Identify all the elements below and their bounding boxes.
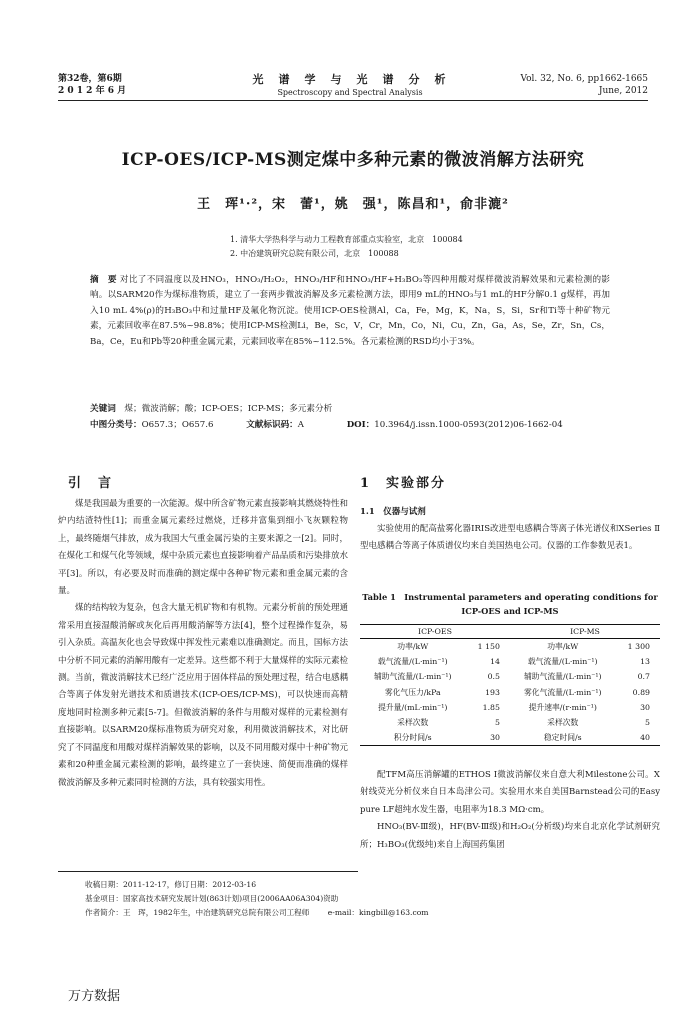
watermark: 万方数据 <box>68 989 121 1004</box>
subsection-instruments: 1.1 仪器与试剂 <box>360 507 426 517</box>
intro-paragraph: 煤的结构较为复杂，包含大量无机矿物和有机物。元素分析前的预处理通常采用直接湿酸消解或灰化后再用酸消解等方法[4]，整个过程操作复杂，易引入杂质。高温灰化也会导致煤中挥发性元素难以准确测定。而且，国标方法中分析不同元素的消解用酸有一定差异。这些都不利于大量煤样的实际元素检测。当前，微波消解技术已经广泛应用于固体样品的预处理过程，结合电感耦合等离子体发射光谱技术和质谱技术(ICP-OES/ICP-MS)，可以快速而高精度地同时检测多种元素[5-7]。但微波消解的条件与用酸对煤样的元素检测有直接影响。以SARM20煤标准物质为研究对象，利用微波消解技术，对比研究了不同温度和用酸对煤样消解效果的影响，以及不同用酸对煤中十种矿物元素和20种重金属元素检测的影响，最终建立了一套快速、简便而准确的煤样微波消解及多种元素同时检测的方法，具有较强实用性。 <box>58 603 348 788</box>
abstract-text: 对比了不同温度以及HNO₃，HNO₃/H₂O₂，HNO₃/HF和HNO₃/HF+H₃BO₃等四种用酸对煤样微波消解效果和元素检测的影响。以SARM20作为煤标准物质，建立了一套两步微波消解及多元素检测方法，即用9 mL的HNO₃与1 mL的HF分解0.1 g煤样，再加入10 mL 4%(ρ)的H₃BO₃中和过量HF及氟化物沉淀。使用ICP-OES检测Al，Ca，Fe，Mg，K，Na，S，Si，Sr和Ti等十种矿物元素，元素回收率在87.5%~98.8%；使用ICP-MS检测Li，Be，Sc，V，Cr，Mn，Co，Ni，Cu，Zn，Ga，As，Se，Zr，Sn，Cs，Ba，Ce，Eu和Pb等20种重金属元素，元素回收率在85%~112.5%。各元素检测的RSD均小于3%。 <box>90 275 610 347</box>
header-volume-en: Vol. 32, No. 6, pp1662-1665 June, 2012 <box>520 74 648 96</box>
affiliation-2: 2. 中冶建筑研究总院有限公司，北京 100088 <box>230 249 399 258</box>
table-row: 载气流量/(L·min⁻¹) 14 载气流量/(L·min⁻¹) 13 <box>377 657 650 667</box>
intro-body <box>58 496 348 792</box>
table-row: 辅助气流量/(L·min⁻¹) 0.5 辅助气流量/(L·min⁻¹) 0.7 <box>374 672 650 682</box>
table-row: 提升量/(mL·min⁻¹) 1.85 提升速率/(r·min⁻¹) 30 <box>378 702 650 712</box>
table-row: 采样次数 5 采样次数 5 <box>397 718 650 728</box>
classification: 中图分类号：O657.3；O657.6 文献标识码：A DOI：10.3964/j.issn.1000-0593(2012)06-1662-04 <box>90 420 563 430</box>
experiment-body <box>360 767 660 854</box>
table-row: 积分时间/s 30 稳定时间/s 40 <box>360 730 660 746</box>
affiliation-1: 1. 清华大学热科学与动力工程教育部重点实验室，北京 100084 <box>230 235 463 244</box>
author-email: e-mail：kingbill@163.com <box>327 908 429 917</box>
header-volume-cn: 第32卷，第6期 2 0 1 2 年 6 月 <box>58 74 127 96</box>
table1 <box>360 624 660 746</box>
table1-caption: Table 1 Instrumental parameters and operating conditions for ICP-OES and ICP-MS <box>362 592 658 616</box>
footnote-author: 作者简介：王 珲，1982年生，中冶建筑研究总院有限公司工程师 e-mail：kingbill@163.com <box>85 908 429 917</box>
keywords: 关键词 煤；微波消解；酸；ICP-OES；ICP-MS；多元素分析 <box>90 404 333 414</box>
footnote-rule <box>58 871 358 872</box>
section-intro-heading: 引 言 <box>68 476 114 491</box>
header-rule <box>58 100 648 101</box>
table-header-row: ICP-OES ICP-MS <box>360 625 660 639</box>
authors: 王 珲¹·²，宋 蕾¹，姚 强¹，陈昌和¹，俞非漉² <box>197 197 509 212</box>
footnote-fund: 基金项目：国家高技术研究发展计划(863计划)项目(2006AA06A304)资助 <box>85 894 339 903</box>
footnote-received: 收稿日期：2011-12-17，修订日期：2012-03-16 <box>85 880 257 889</box>
section-experiment-heading: 1 实验部分 <box>360 476 447 491</box>
paper-title: ICP-OES/ICP-MS测定煤中多种元素的微波消解方法研究 <box>121 150 585 170</box>
intro-paragraph: 煤是我国最为重要的一次能源。煤中所含矿物元素直接影响其燃烧特性和炉内结渣特性[1]；而重金属元素经过燃烧，迁移并富集到细小飞灰颗粒物上，最终随烟气排放，成为我国大气重金属污染的主要来源之一[2]。同时，在煤化工和煤气化等领域，煤中杂质元素也直接影响着产品品质和污染排放水平[3]。所以，有必要及时而准确的测定煤中各种矿物元素和重金属元素的含量。 <box>58 499 348 597</box>
experiment-para-2: 配TFM高压消解罐的ETHOS Ⅰ微波消解仪来自意大利Milestone公司。X射线荧光分析仪来自日本岛津公司。实验用水来自美国Barnstead公司的Easy pure LF超纯水发生器，电阻率为18.3 MΩ·cm。 <box>360 770 660 815</box>
experiment-para-3: HNO₃(BV-Ⅲ级)，HF(BV-Ⅲ级)和H₂O₂(分析级)均来自北京化学试剂研究所；H₃BO₃(优级纯)来自上海国药集团 <box>360 822 660 850</box>
abstract <box>90 273 610 350</box>
table-row: 功率/kW 1 150 功率/kW 1 300 <box>397 642 650 652</box>
experiment-para-1: 实验使用的配高盐雾化器IRIS改进型电感耦合等离子体光谱仪和XSeries Ⅱ型电感耦合等离子体质谱仪均来自美国热电公司。仪器的工作参数见表1。 <box>360 524 660 552</box>
abstract-label: 摘 要 <box>90 275 117 285</box>
table-row: 雾化气压力/kPa 193 雾化气流量/(L·min⁻¹) 0.89 <box>384 687 650 697</box>
header-journal: 光 谱 学 与 光 谱 分 析 Spectroscopy and Spectral Analysis <box>252 73 448 97</box>
